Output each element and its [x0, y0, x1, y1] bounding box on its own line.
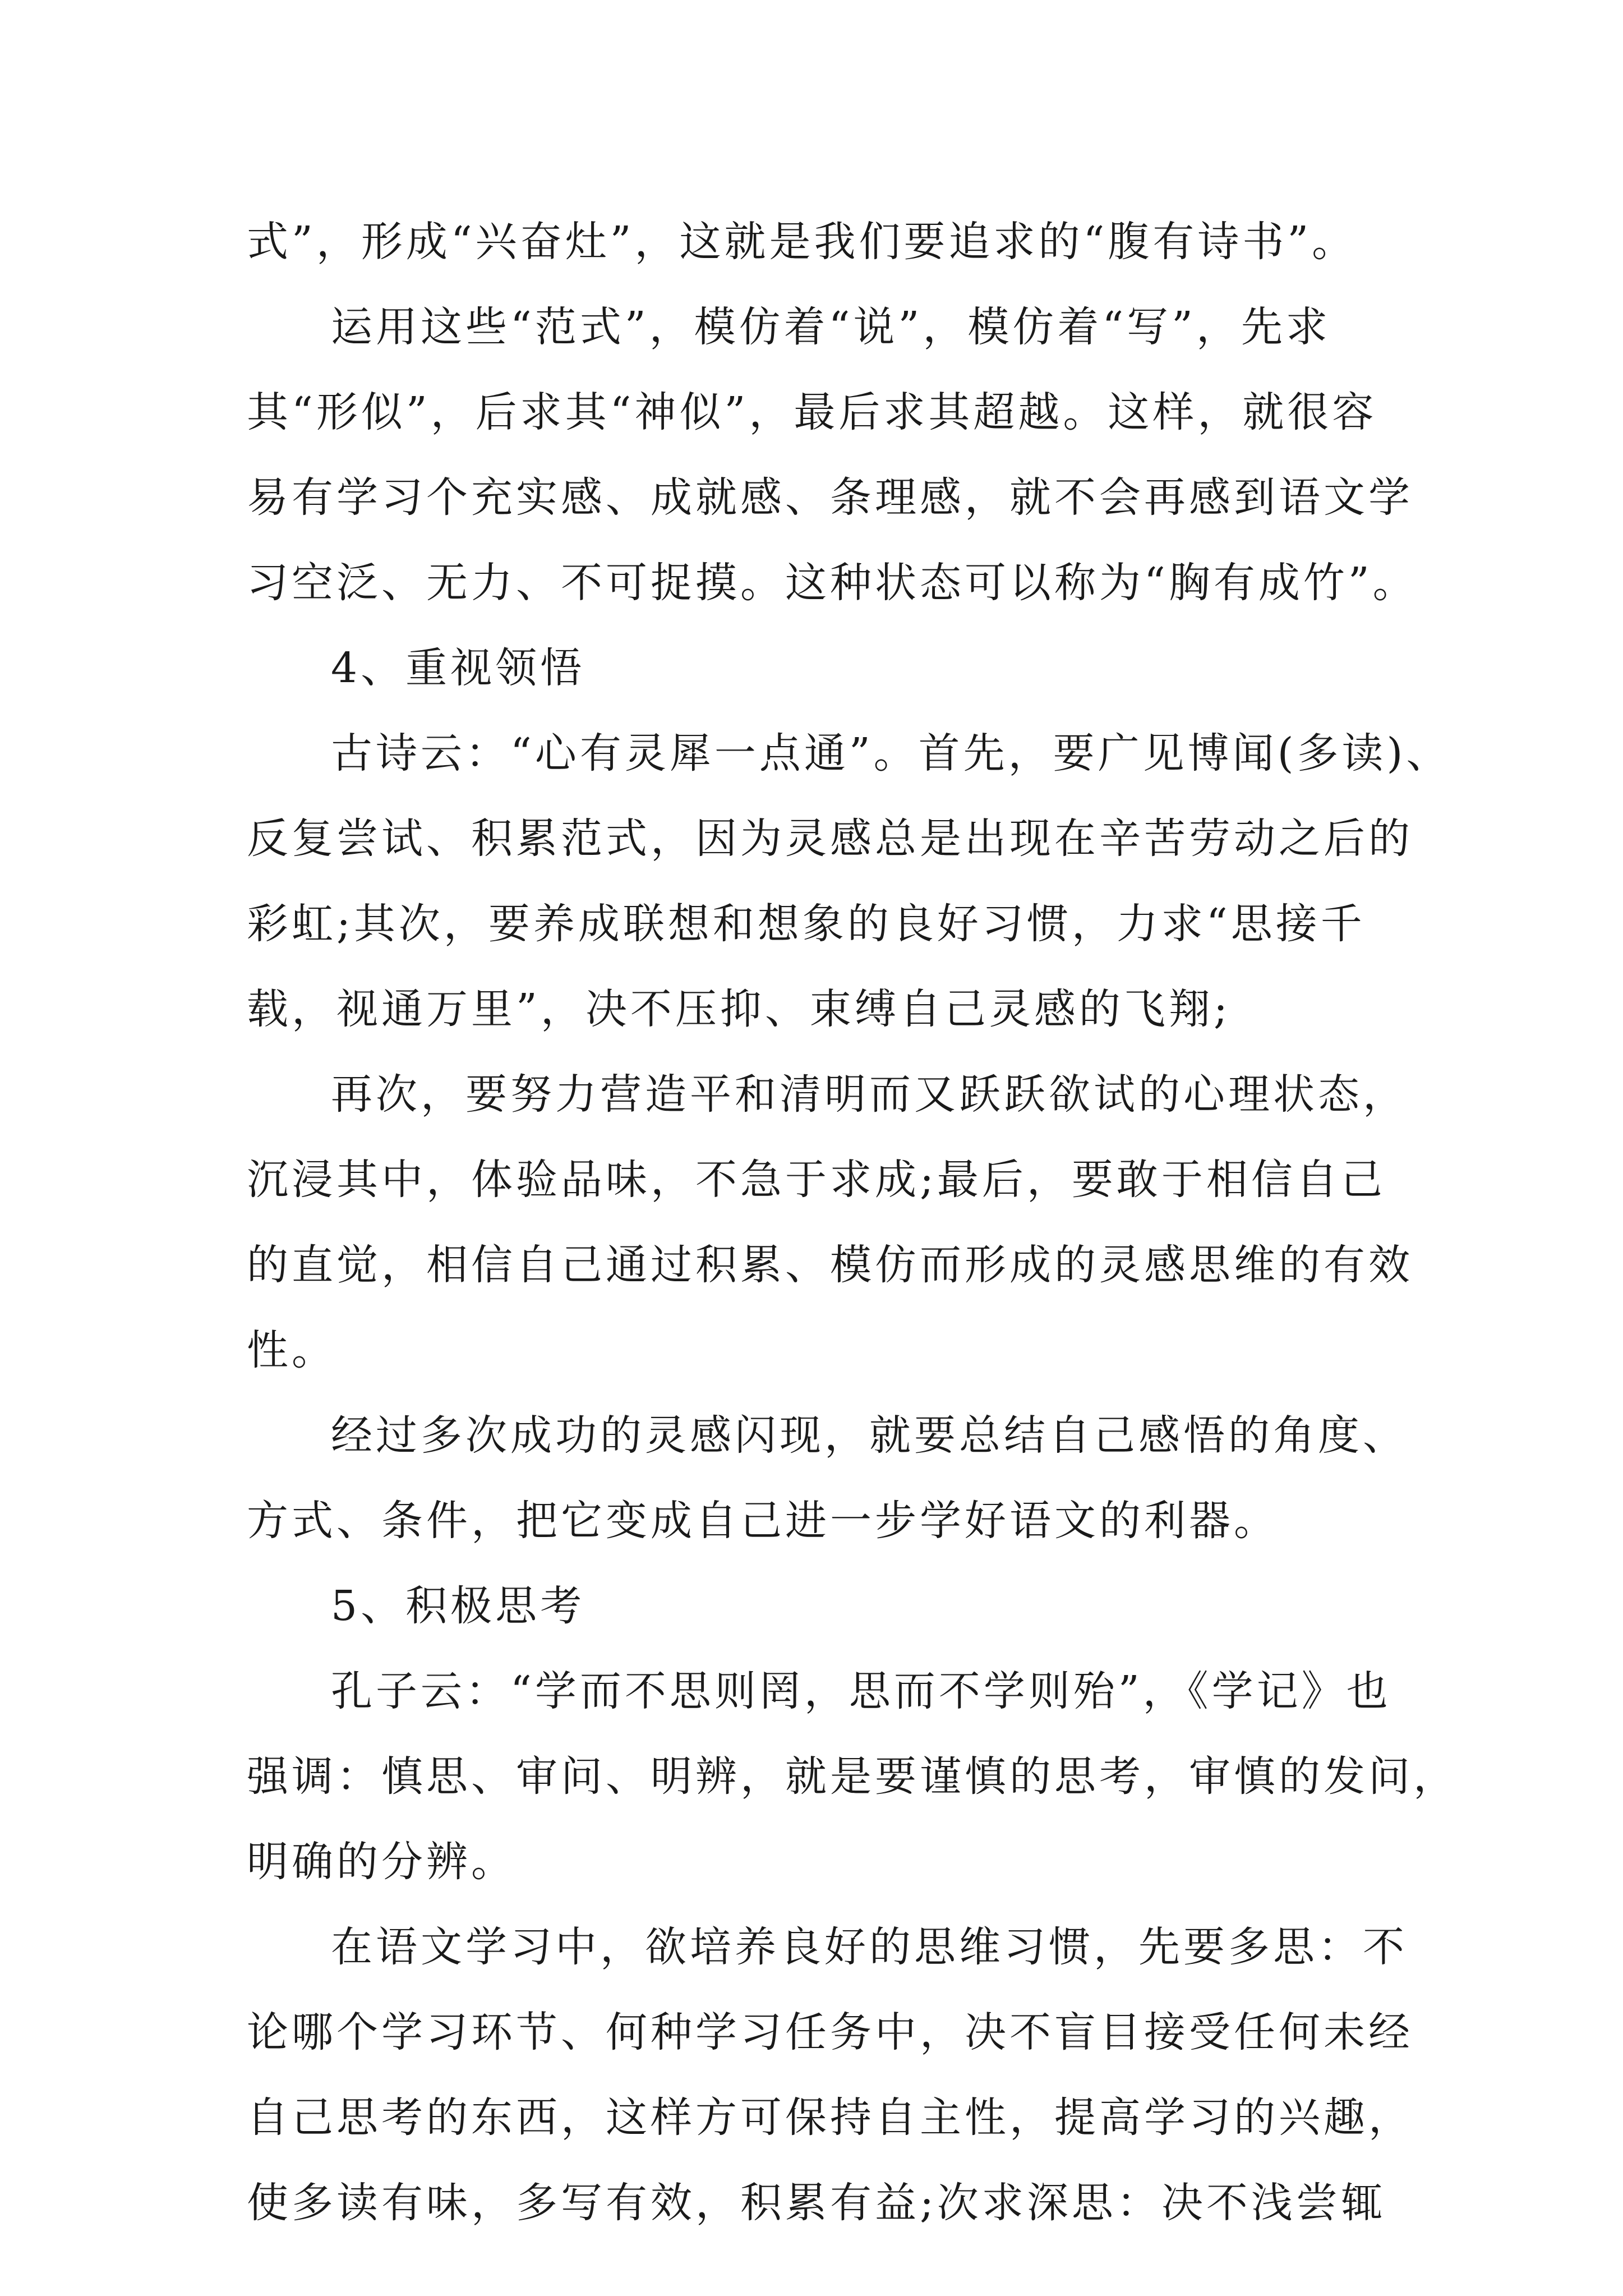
text-line: 明确的分辨。	[247, 1838, 516, 1886]
text-line: 经过多次成功的灵感闪现，就要总结自己感悟的角度、	[331, 1411, 1408, 1460]
text-line: 使多读有味，多写有效，积累有益;次求深思：决不浅尝辄	[247, 2179, 1386, 2227]
text-line: 习空泛、无力、不可捉摸。这种状态可以称为“胸有成竹”。	[247, 559, 1418, 607]
text-line: 易有学习个充实感、成就感、条理感，就不会再感到语文学	[247, 473, 1413, 522]
text-line: 性。	[247, 1326, 336, 1374]
text-line: 式”，形成“兴奋灶”，这就是我们要追求的“腹有诗书”。	[247, 218, 1357, 266]
section-heading: 4、重视领悟	[331, 644, 585, 692]
text-line: 论哪个学习环节、何种学习任务中，决不盲目接受任何未经	[247, 2008, 1413, 2056]
text-line: 运用这些“范式”，模仿着“说”，模仿着“写”，先求	[331, 303, 1331, 351]
text-line: 自己思考的东西，这样方可保持自主性，提高学习的兴趣，	[247, 2093, 1413, 2142]
text-line: 古诗云：“心有灵犀一点通”。首先，要广见博闻(多读)、	[331, 729, 1451, 777]
document-body	[247, 199, 1458, 2246]
text-line: 其“形似”，后求其“神似”，最后求其超越。这样，就很容	[247, 388, 1377, 436]
text-line: 的直觉，相信自己通过积累、模仿而形成的灵感思维的有效	[247, 1241, 1413, 1289]
text-line: 再次，要努力营造平和清明而又跃跃欲试的心理状态，	[331, 1070, 1408, 1119]
text-line: 在语文学习中，欲培养良好的思维习惯，先要多思：不	[331, 1923, 1408, 1971]
text-line: 方式、条件，把它变成自己进一步学好语文的利器。	[247, 1497, 1279, 1545]
text-line: 载，视通万里”，决不压抑、束缚自己灵感的飞翔;	[247, 985, 1231, 1033]
section-heading: 5、积极思考	[331, 1582, 585, 1630]
text-line: 沉浸其中，体验品味，不急于求成;最后，要敢于相信自己	[247, 1156, 1386, 1204]
text-line: 彩虹;其次，要养成联想和想象的良好习惯，力求“思接千	[247, 900, 1366, 948]
text-line: 孔子云：“学而不思则罔，思而不学则殆”，《学记》也	[331, 1667, 1391, 1715]
text-line: 反复尝试、积累范式，因为灵感总是出现在辛苦劳动之后的	[247, 815, 1413, 863]
text-line: 强调：慎思、审问、明辨，就是要谨慎的思考，审慎的发问，	[247, 1752, 1458, 1801]
